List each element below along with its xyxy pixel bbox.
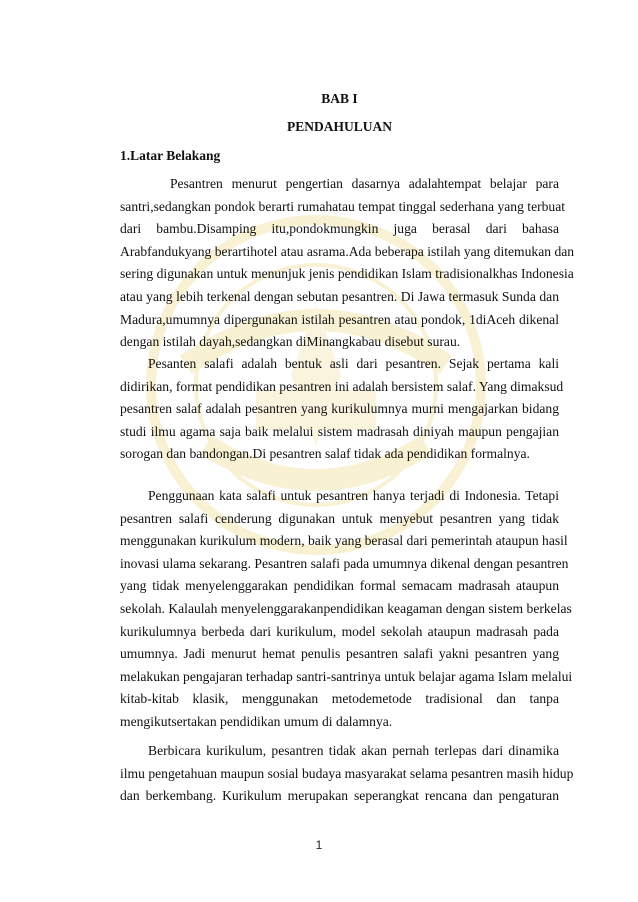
chapter-title: PENDAHULUAN [286,119,392,134]
paragraph-line: mengikutsertakan pendidikan umum di dalamnya. [120,713,393,729]
section-heading: 1.Latar Belakang [120,148,221,163]
paragraph-1 [120,173,575,354]
paragraph-line: Pesantren menurut pengertian dasarnya adalahtempat belajar para [170,176,559,191]
paragraph-3 [120,485,573,734]
paragraph-line: melakukan pengajaran terhadap santri-santrinya untuk belajar agama Islam melalui [120,668,573,684]
chapter-number: BAB I [321,91,358,106]
paragraph-4 [120,740,574,808]
paragraph-line: menggunakan kurikulum modern, baik yang berasal dari pemerintah ataupun hasil [120,533,568,549]
paragraph-line: didirikan, format pendidikan pesantren ini adalah bersistem salaf. Yang dimaksud [120,378,564,394]
paragraph-line: ilmu pengetahuan maupun sosial budaya masyarakat selama pesantren masih hidup [120,765,574,781]
paragraph-line: yang tidak menyelenggarakan pendidikan formal semacam madrasah ataupun [120,578,559,594]
paragraph-line: sekolah. Kalaulah menyelenggarakanpendidikan keagaman dengan sistem berkelas [120,600,572,616]
paragraph-line: Berbicara kurikulum, pesantren tidak akan pernah terlepas dari dinamika [148,743,559,758]
paragraph-line: dan berkembang. Kurikulum merupakan seperangkat rencana dan pengaturan [120,788,559,804]
paragraph-line: kurikulumnya berbeda dari kurikulum, model sekolah ataupun madrasah pada [120,623,559,639]
paragraph-line: sorogan dan bandongan.Di pesantren salaf tidak ada pendidikan formalnya. [120,446,530,462]
paragraph-line: umumnya. Jadi menurut hemat penulis pesantren salafi yakni pesantren yang [120,646,559,662]
paragraph-line: Arabfandukyang berartihotel atau asrama.Ada beberapa istilah yang ditemukan dan [120,243,575,259]
paragraph-line: pesantren salafi cenderung digunakan untuk menyebut pesantren yang tidak [120,510,559,526]
paragraph-2 [120,353,564,466]
paragraph-line: pesantren salaf adalah pesantren yang kurikulumnya murni mengajarkan bidang [120,401,559,417]
paragraph-line: dari bambu.Disamping itu,pondokmungkin juga berasal dari bahasa [120,221,559,237]
page-number: 1 [315,838,323,852]
paragraph-line: dengan istilah dayah,sedangkan diMinangkabau disebut surau. [120,334,461,350]
paragraph-line: sering digunakan untuk menunjuk jenis pendidikan Islam tradisionalkhas Indonesia [120,266,574,282]
paragraph-line: Penggunaan kata salafi untuk pesantren hanya terjadi di Indonesia. Tetapi [148,488,559,503]
paragraph-line: santri,sedangkan pondok berarti rumahatau tempat tinggal sederhana yang terbuat [120,198,566,214]
paragraph-line: Madura,umumnya dipergunakan istilah pesantren atau pondok, 1diAceh dikenal [120,311,559,327]
paragraph-line: studi ilmu agama saja baik melalui sistem madrasah diniyah maupun pengajian [120,423,559,439]
paragraph-line: kitab-kitab klasik, menggunakan metodemetode tradisional dan tanpa [120,691,559,707]
paragraph-line: inovasi ulama sekarang. Pesantren salafi pada umumnya dikenal dengan pesantren [120,555,569,571]
paragraph-line: Pesanten salafi adalah bentuk asli dari pesantren. Sejak pertama kali [148,356,559,371]
paragraph-line: atau yang lebih terkenal dengan sebutan pesantren. Di Jawa termasuk Sunda dan [120,288,559,304]
